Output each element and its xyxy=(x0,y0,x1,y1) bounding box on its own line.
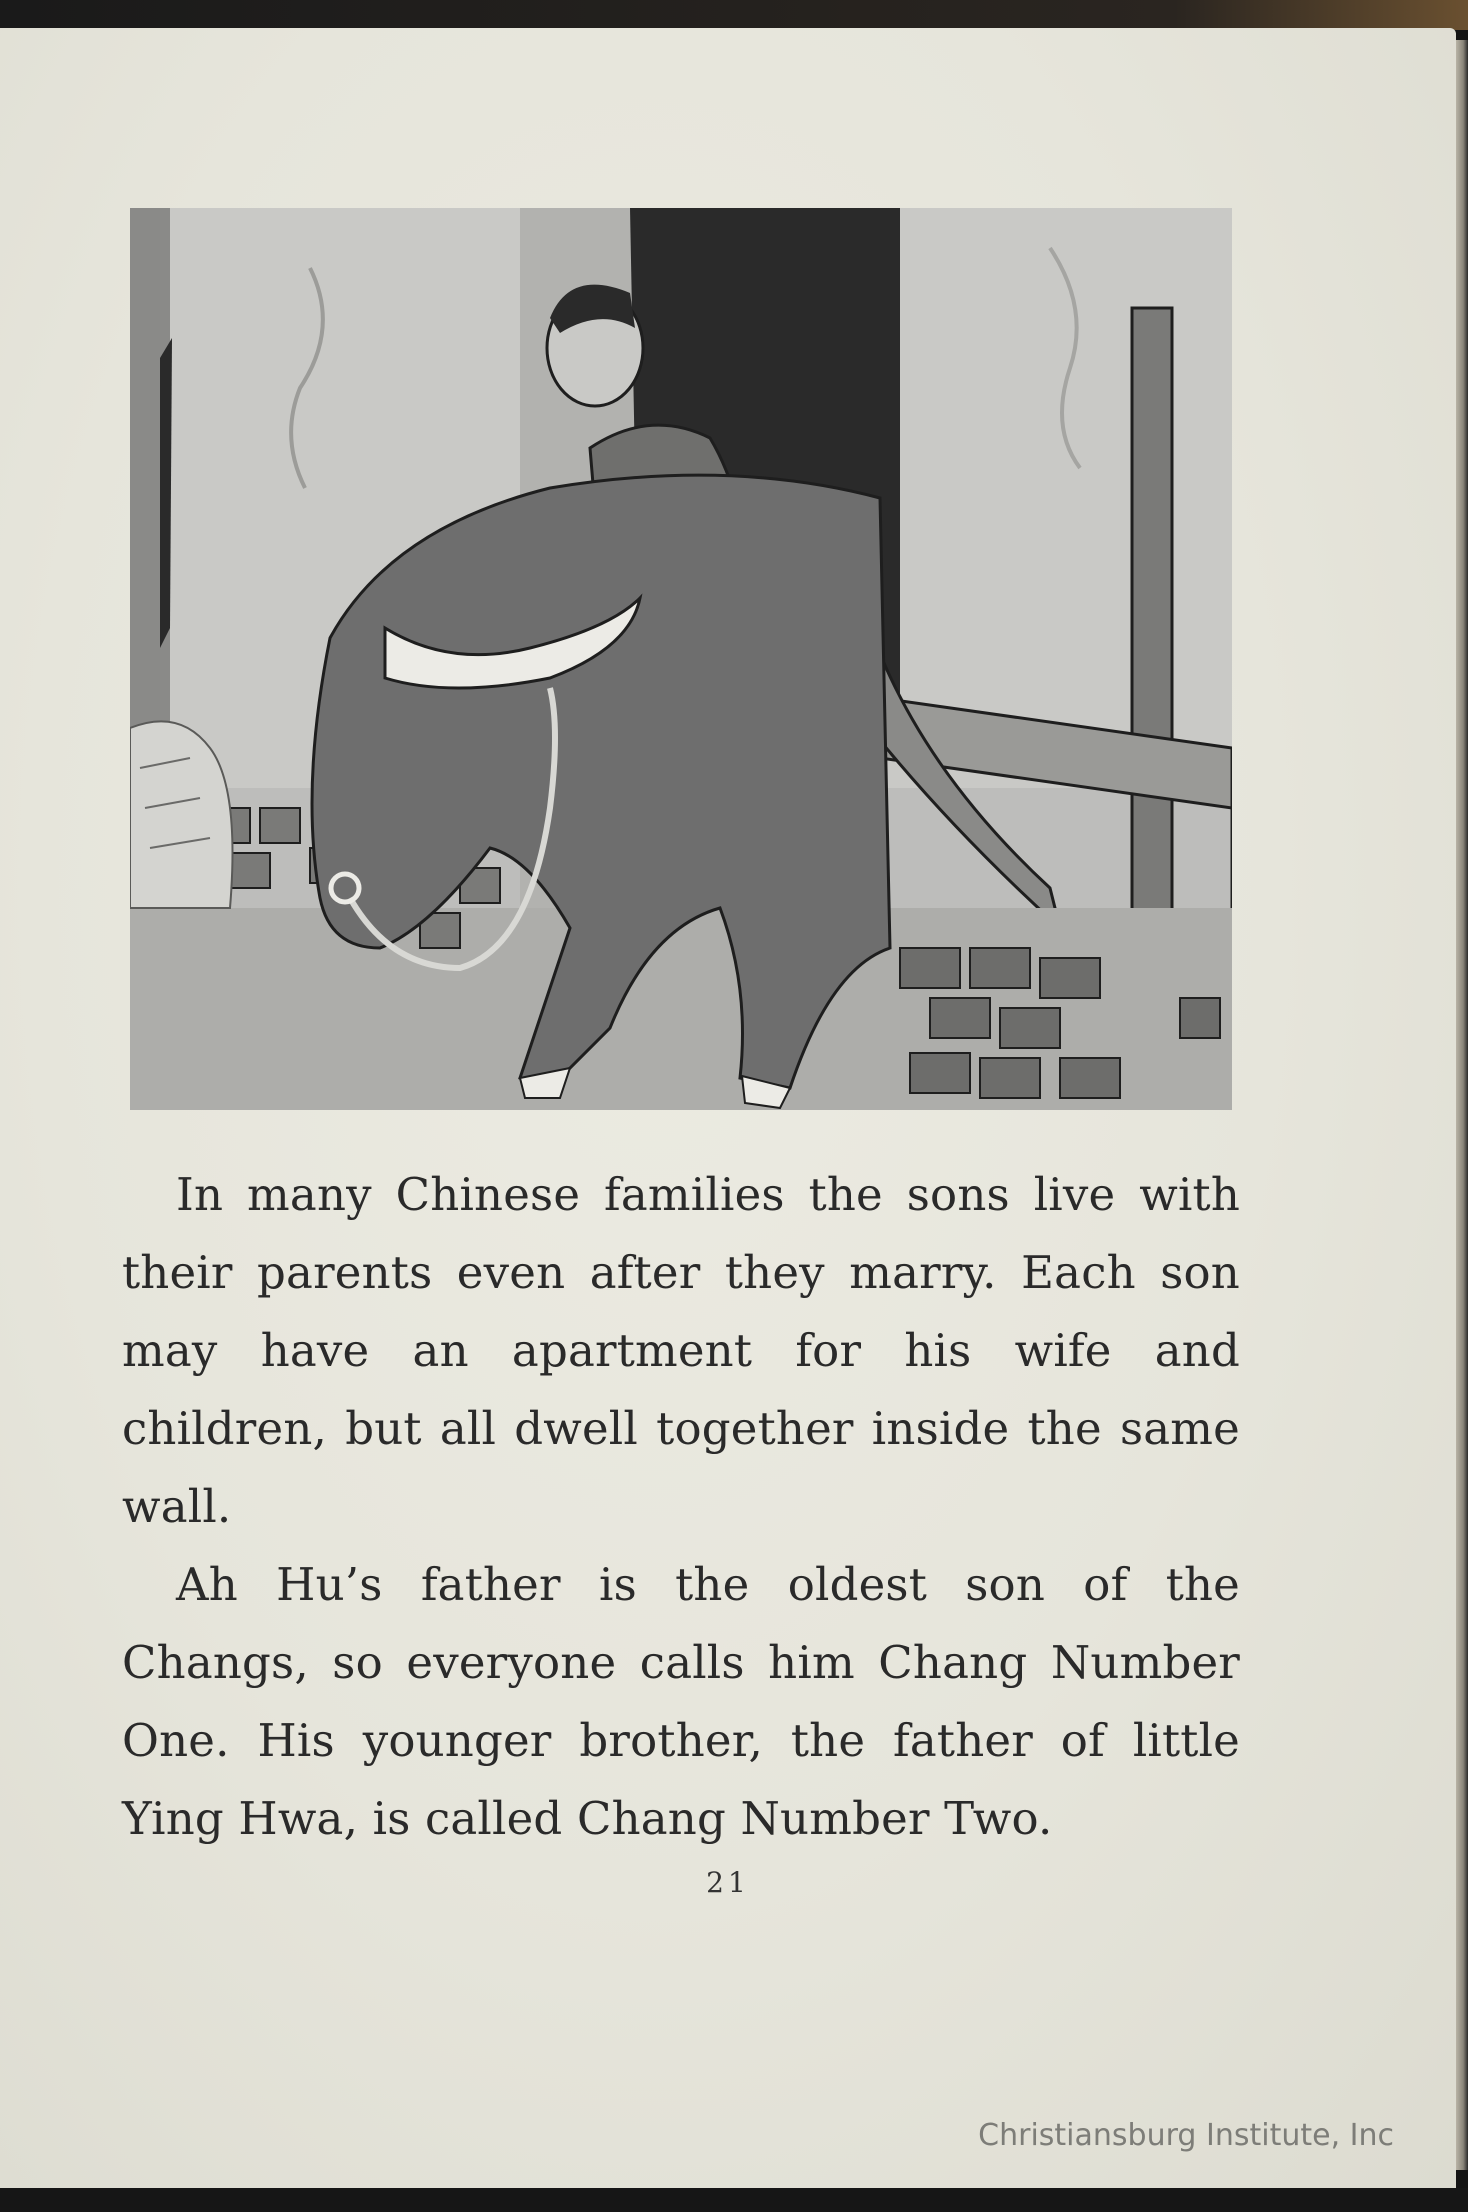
body-text xyxy=(122,1156,1240,1858)
scan-bottom-edge xyxy=(0,2188,1468,2212)
paragraph-2: Ah Hu’s father is the oldest son of the Changs, so everyone calls him Chang Number One. His younger brother, the father of little Ying Hwa, is called Chang Number Two. xyxy=(122,1558,1240,1845)
illustration-man-leading-water-buffalo xyxy=(130,208,1232,1110)
page-right-edge xyxy=(1456,40,1468,2170)
illustration-drawing xyxy=(130,208,1232,1110)
paragraph-1: In many Chinese families the sons live with their parents even after they marry. Each son may have an apartment for his wife and children, but all dwell together inside the same wall. xyxy=(122,1168,1240,1533)
book-page xyxy=(0,28,1456,2188)
page-number: 21 xyxy=(706,1866,750,1899)
watermark-credit: Christiansburg Institute, Inc xyxy=(978,2118,1394,2153)
scan-top-edge xyxy=(0,0,1468,30)
